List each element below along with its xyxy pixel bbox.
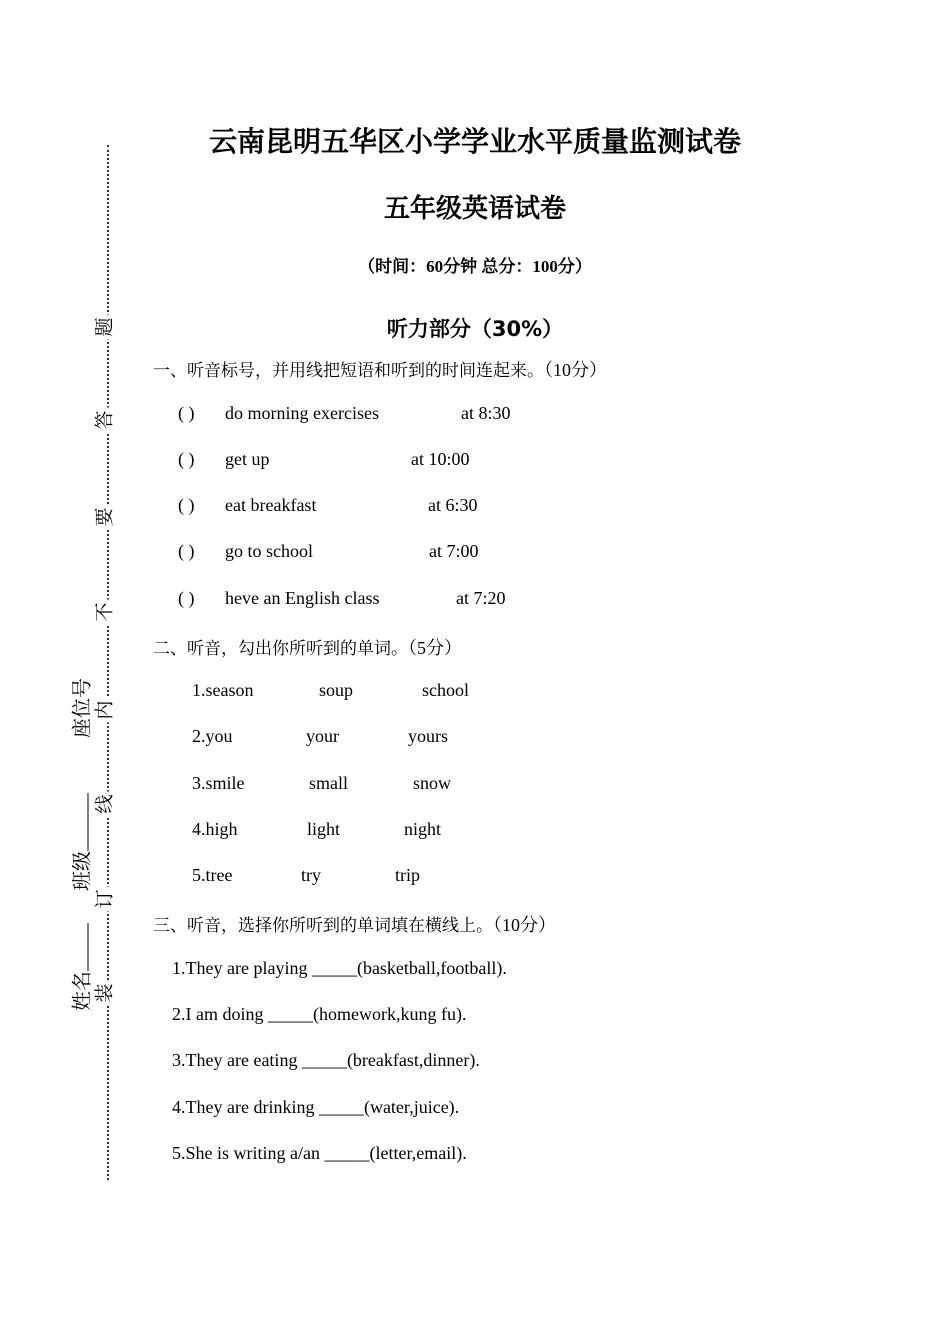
q1-phrase: do morning exercises xyxy=(225,403,379,423)
q1-time: at 7:20 xyxy=(456,588,506,608)
q2-word[interactable]: 2.you xyxy=(192,726,233,746)
q2-heading-text: 二、听音，勾出你所听到的单词。 xyxy=(153,639,408,659)
q2-word[interactable]: snow xyxy=(413,773,452,793)
q3-item[interactable]: 4.They are drinking _____(water,juice). xyxy=(172,1097,460,1117)
name-label: 姓名 xyxy=(69,971,94,1011)
q3-item[interactable]: 1.They are playing _____(basketball,football). xyxy=(172,958,507,978)
q2-word[interactable]: soup xyxy=(319,680,354,700)
q1-answer-paren[interactable]: ( ) xyxy=(178,588,195,608)
q2-word[interactable]: 4.high xyxy=(192,819,238,839)
exam-time-info: （时间：60分钟 总分：100分） xyxy=(358,257,592,276)
q1-phrase: eat breakfast xyxy=(225,495,317,515)
q3-item[interactable]: 2.I am doing _____(homework,kung fu). xyxy=(172,1004,467,1024)
q2-word[interactable]: try xyxy=(301,865,321,885)
binding-char: 答 xyxy=(90,407,117,432)
q2-word[interactable]: light xyxy=(307,819,341,839)
q3-heading-text: 三、听音，选择你所听到的单词填在横线上。 xyxy=(153,916,493,936)
q2-word[interactable]: yours xyxy=(408,726,448,746)
listening-section-heading: 听力部分（30%） xyxy=(386,317,564,341)
seat-label: 座位号 xyxy=(69,678,94,738)
q2-word[interactable]: trip xyxy=(395,865,420,885)
q2-word[interactable]: your xyxy=(306,726,339,746)
q2-heading xyxy=(153,634,462,660)
q1-answer-paren[interactable]: ( ) xyxy=(178,495,195,515)
q2-points: （5分） xyxy=(408,638,462,658)
binding-dotted-line xyxy=(107,145,109,1180)
binding-char: 装 xyxy=(90,980,117,1005)
q1-time: at 10:00 xyxy=(411,449,470,469)
binding-char: 要 xyxy=(90,504,117,529)
student-seat-field xyxy=(66,678,95,738)
q1-heading-text: 一、听音标号，并用线把短语和听到的时间连起来。 xyxy=(153,361,544,381)
exam-subtitle: 五年级英语试卷 xyxy=(383,194,566,224)
q2-word[interactable]: 5.tree xyxy=(192,865,233,885)
q2-word[interactable]: school xyxy=(422,680,469,700)
q1-time: at 7:00 xyxy=(429,541,479,561)
student-name-field xyxy=(66,923,95,1011)
q1-heading xyxy=(153,356,607,382)
class-label: 班级 xyxy=(69,851,94,891)
q1-phrase: get up xyxy=(225,449,270,469)
exam-title: 云南昆明五华区小学学业水平质量监测试卷 xyxy=(208,125,741,158)
q1-points: （10分） xyxy=(544,360,607,380)
q1-answer-paren[interactable]: ( ) xyxy=(178,541,195,561)
q1-answer-paren[interactable]: ( ) xyxy=(178,449,195,469)
q1-time: at 6:30 xyxy=(428,495,478,515)
q2-word[interactable]: night xyxy=(404,819,442,839)
class-blank[interactable] xyxy=(68,793,89,851)
binding-char: 内 xyxy=(90,697,117,722)
q3-points: （10分） xyxy=(493,915,556,935)
q1-time: at 8:30 xyxy=(461,403,511,423)
q1-phrase: go to school xyxy=(225,541,313,561)
q2-word[interactable]: 1.season xyxy=(192,680,254,700)
binding-char: 题 xyxy=(90,314,117,339)
q3-item[interactable]: 5.She is writing a/an _____(letter,email). xyxy=(172,1143,467,1163)
binding-char: 订 xyxy=(90,886,117,911)
q1-answer-paren[interactable]: ( ) xyxy=(178,403,195,423)
q2-word[interactable]: small xyxy=(309,773,348,793)
student-class-field xyxy=(66,793,95,891)
q3-heading xyxy=(153,911,556,937)
name-blank[interactable] xyxy=(68,923,89,971)
binding-char: 线 xyxy=(90,791,117,816)
binding-char: 不 xyxy=(90,599,117,624)
q3-item[interactable]: 3.They are eating _____(breakfast,dinner). xyxy=(172,1050,480,1070)
q1-phrase: heve an English class xyxy=(225,588,380,608)
q2-word[interactable]: 3.smile xyxy=(192,773,245,793)
